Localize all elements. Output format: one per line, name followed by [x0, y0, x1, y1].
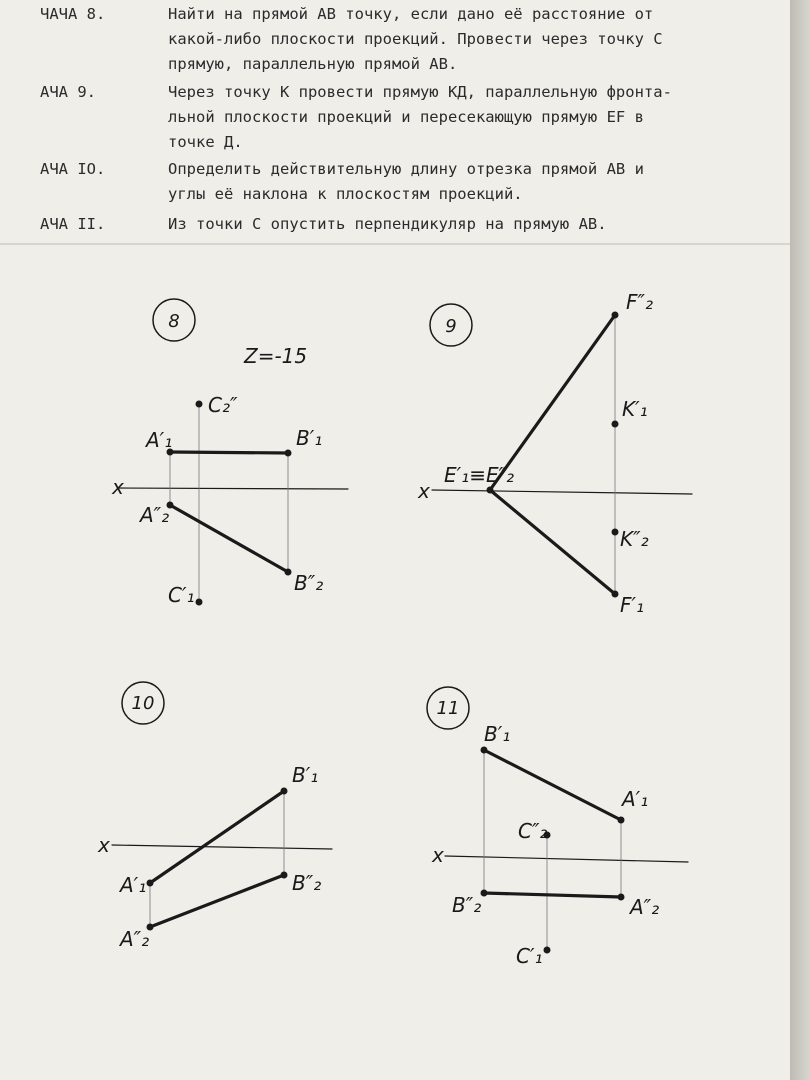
axis-label: x — [98, 833, 110, 857]
axis-label: x — [418, 479, 430, 503]
label-b1: B′₁ — [484, 722, 511, 746]
point-a1 — [147, 880, 154, 887]
task-line: какой-либо плоскости проекций. Провести через точку С — [168, 30, 663, 48]
point-c1 — [196, 599, 203, 606]
label-c1: C′₁ — [516, 944, 543, 968]
segment-e1-f1 — [490, 490, 615, 594]
task-line: Найти на прямой АВ точку, если дано её расстояние от — [168, 5, 654, 23]
projection-axis-x — [118, 488, 348, 489]
point-e — [487, 487, 494, 494]
point-k1 — [612, 421, 619, 428]
point-b2 — [285, 569, 292, 576]
task-line: Через точку К провести прямую КД, параллельную фронта- — [168, 83, 672, 101]
task-line: льной плоскости проекций и пересекающую прямую ЕF в — [168, 108, 644, 126]
task-number: АЧА II. — [40, 215, 106, 233]
task-line: прямую, параллельную прямой АВ. — [168, 55, 458, 73]
task-number: АЧА 9. — [40, 83, 96, 101]
point-b1 — [281, 788, 288, 795]
figure-number: 11 — [436, 698, 460, 719]
task-line: Из точки С опустить перпендикуляр на прямую АВ. — [168, 215, 607, 233]
label-a2: A″₂ — [630, 895, 660, 919]
segment-a2-b2 — [150, 875, 284, 927]
label-c2: C″₂ — [518, 819, 548, 843]
label-f1: F′₁ — [620, 593, 645, 617]
task-line: углы её наклона к плоскостям проекций. — [168, 185, 523, 203]
segment-a1-b1 — [150, 791, 284, 883]
segment-a1-b1 — [170, 452, 288, 453]
point-f1 — [612, 591, 619, 598]
figure-number: 8 — [168, 311, 180, 332]
point-a2 — [618, 894, 625, 901]
label-a1: A′₁ — [120, 873, 147, 897]
label-k2: K″₂ — [620, 527, 649, 551]
label-a2: A″₂ — [140, 503, 170, 527]
point-c1 — [544, 947, 551, 954]
point-k2 — [612, 529, 619, 536]
figure-9 — [430, 304, 692, 594]
point-f2 — [612, 312, 619, 319]
label-b1: B′₁ — [292, 763, 319, 787]
segment-a2-b2 — [170, 505, 288, 572]
label-b2: B″₂ — [292, 871, 322, 895]
task-line: точке Д. — [168, 133, 243, 151]
label-e: E′₁≡E″₂ — [444, 463, 515, 487]
axis-label: x — [112, 475, 124, 499]
label-a1: A′₁ — [146, 428, 173, 452]
label-b1: B′₁ — [296, 426, 323, 450]
figure-number: 9 — [445, 316, 457, 337]
point-b2 — [281, 872, 288, 879]
point-c2 — [196, 401, 203, 408]
axis-label: x — [432, 843, 444, 867]
label-f2: F″₂ — [626, 290, 653, 314]
projection-axis-x — [112, 845, 332, 849]
segment-b1-a1 — [484, 750, 621, 820]
point-a1 — [618, 817, 625, 824]
label-b2: B″₂ — [452, 893, 482, 917]
point-b1 — [481, 747, 488, 754]
point-b1 — [285, 450, 292, 457]
label-b2: B″₂ — [294, 571, 324, 595]
task-line: Определить действительную длину отрезка прямой АВ и — [168, 160, 644, 178]
figure-number: 10 — [131, 693, 155, 714]
task-number: ЧАЧА 8. — [40, 5, 106, 23]
label-k1: K′₁ — [622, 397, 648, 421]
segment-b2-a2 — [484, 893, 621, 897]
projection-axis-x — [445, 856, 688, 862]
label-a1: A′₁ — [622, 787, 649, 811]
task-number: АЧА IO. — [40, 160, 106, 178]
label-c2: C₂″ — [208, 393, 238, 417]
label-c1: C′₁ — [168, 583, 195, 607]
projection-axis-x — [432, 490, 692, 494]
distance-condition: Z=-15 — [244, 344, 308, 368]
point-b2 — [481, 890, 488, 897]
label-a2: A″₂ — [120, 927, 150, 951]
